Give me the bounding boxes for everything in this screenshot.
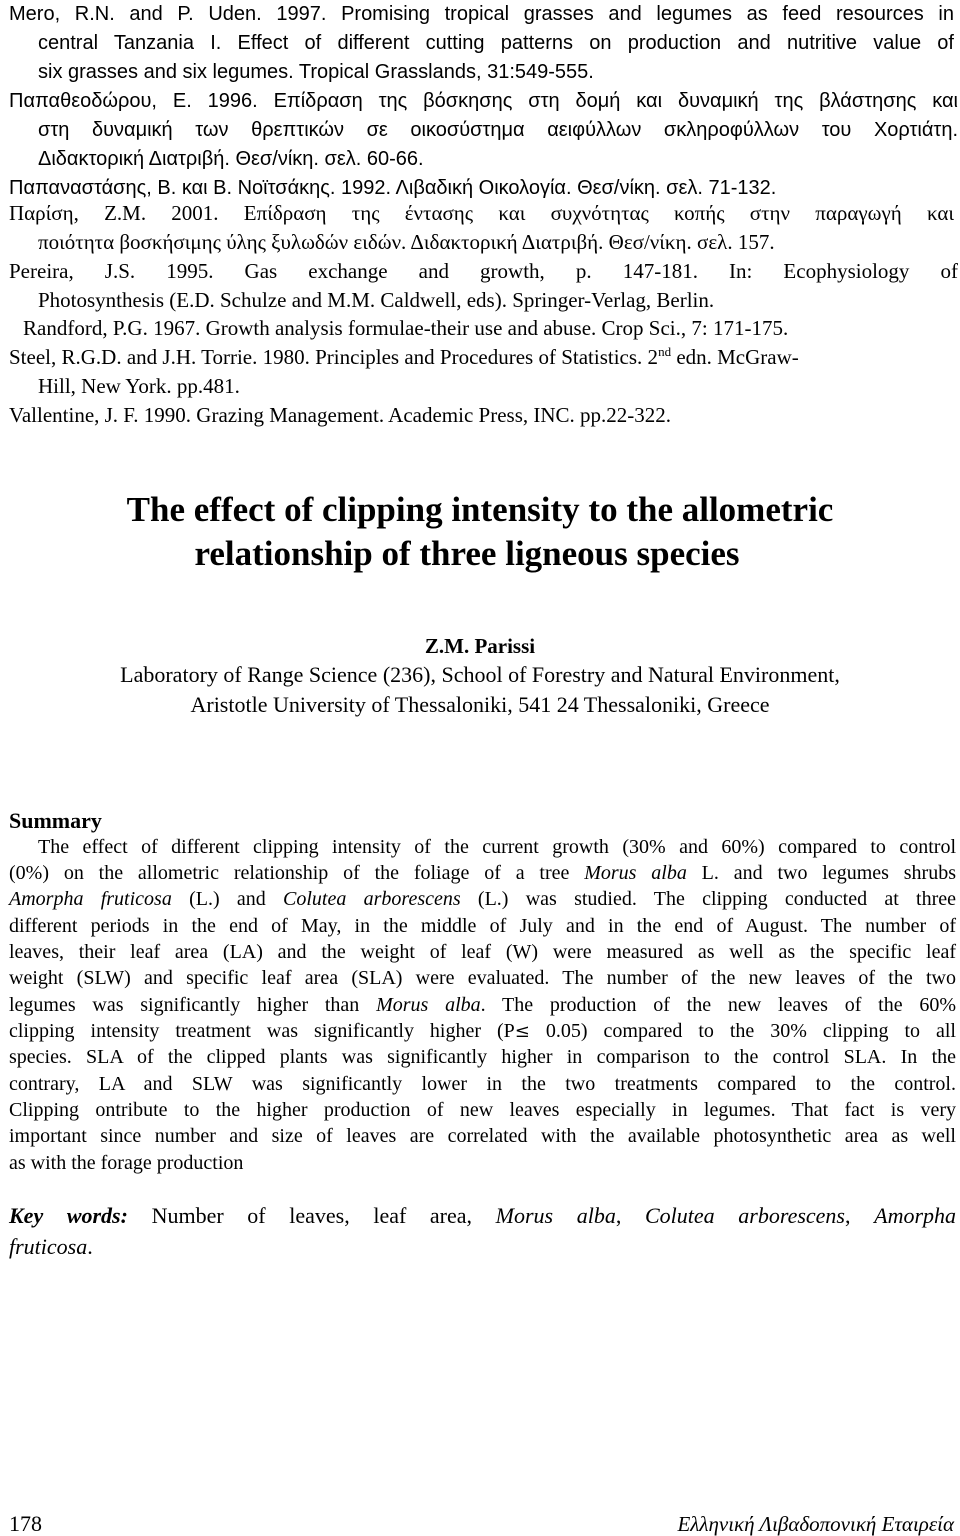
keyword-species: Colutea arborescens [644, 1203, 845, 1228]
reference-text: Steel, R.G.D. and J.H. Torrie. 1980. Principles and Procedures of Statistics. 2 [9, 345, 659, 369]
reference-line: ποιότητα βοσκήσιμης ύλης ξυλωδών ειδών. Διδακτορική Διατριβή. Θεσ/νίκη. σελ. 157. [38, 230, 775, 254]
keyword-species: fruticosa [9, 1234, 88, 1259]
summary-line: species. SLA of the clipped plants was significantly higher in comparison to the control SLA. In the [9, 1046, 956, 1068]
summary-heading: Summary [9, 808, 102, 833]
reference-line: Randford, P.G. 1967. Growth analysis formulae-their use and abuse. Crop Sci., 7: 171-175. [23, 316, 789, 340]
leq-symbol: ≤ [514, 1021, 530, 1042]
reference-line: Παπαθεοδώρου, Ε. 1996. Επίδραση της βόσκησης στη δομή και δυναμική της βλάστησης και [9, 90, 958, 112]
reference-text: edn. McGraw- [671, 345, 799, 369]
keywords-label: Key words: [9, 1203, 128, 1228]
reference-line: six grasses and six legumes. Tropical Grasslands, 31:549-555. [38, 61, 594, 83]
summary-line [9, 859, 956, 888]
species-name: Colutea arborescens [283, 888, 461, 910]
summary-text: clipping intensity treatment was significantly higher (P [9, 1020, 515, 1042]
summary-text: . The production of the new leaves of the 60% [480, 994, 956, 1016]
affiliation: Aristotle University of Thessaloniki, 541 24 Thessaloniki, Greece [190, 692, 770, 717]
summary-line: as with the forage production [9, 1152, 244, 1174]
reference-line: Διδακτορική Διατριβή. Θεσ/νίκη. σελ. 60-66. [38, 148, 424, 170]
author-name: Z.M. Parissi [424, 634, 536, 658]
reference-line: Παρίση, Ζ.Μ. 2001. Επίδραση της έντασης και συχνότητας κοπής στην παραγωγή και [9, 201, 954, 225]
reference-line [9, 343, 799, 372]
summary-text: (L.) and [171, 888, 284, 910]
page-number: 178 [9, 1511, 42, 1536]
species-name: Morus alba [376, 994, 481, 1016]
reference-line: Pereira, J.S. 1995. Gas exchange and growth, p. 147-181. In: Ecophysiology of [9, 259, 958, 283]
reference-line: central Tanzania I. Effect of different cutting patterns on production and nutritive value of [38, 32, 954, 54]
keyword-species: Morus alba [495, 1203, 616, 1228]
summary-text: L. and two legumes shrubs [686, 862, 956, 884]
summary-line: important since number and size of leaves are correlated with the available photosynthetic area as well [9, 1125, 956, 1147]
summary-line [9, 1017, 956, 1046]
keywords-line [9, 1232, 93, 1261]
species-name: Amorpha fruticosa [9, 888, 172, 910]
summary-line [9, 991, 956, 1020]
keywords-text: , [845, 1203, 875, 1228]
keyword-species: Amorpha [874, 1203, 957, 1228]
summary-text: legumes was significantly higher than [9, 994, 377, 1016]
reference-line: Hill, New York. pp.481. [38, 374, 240, 398]
summary-line: weight (SLW) and specific leaf area (SLA) were evaluated. The number of the new leaves of the two [9, 967, 956, 989]
keywords-text: , [615, 1203, 645, 1228]
summary-line: The effect of different clipping intensity of the current growth (30% and 60%) compared to control [38, 836, 956, 858]
species-name: Morus alba [584, 862, 687, 884]
summary-line: leaves, their leaf area (LA) and the weight of leaf (W) were measured as well as the specific leaf [9, 941, 956, 963]
affiliation: Laboratory of Range Science (236), School of Forestry and Natural Environment, [120, 662, 840, 687]
article-title: relationship of three ligneous species [194, 534, 740, 573]
society-name: Ελληνική Λιβαδοπονική Εταιρεία [677, 1512, 954, 1536]
summary-line: different periods in the end of May, in the middle of July and in the end of August. The number of [9, 915, 956, 937]
keywords-text: . [87, 1234, 93, 1259]
summary-text: 0.05) compared to the 30% clipping to all [529, 1020, 956, 1042]
keywords-text: Number of leaves, leaf area, [127, 1203, 496, 1228]
summary-text: (L.) was studied. The clipping conducted at three [460, 888, 957, 910]
summary-line [9, 885, 956, 914]
reference-line: Mero, R.N. and P. Uden. 1997. Promising tropical grasses and legumes as feed resources in [9, 3, 954, 25]
article-title: The effect of clipping intensity to the allometric [126, 490, 834, 529]
reference-line: Photosynthesis (E.D. Schulze and M.M. Caldwell, eds). Springer-Verlag, Berlin. [38, 288, 715, 312]
summary-line: Clipping ontribute to the higher production of new leaves especially in legumes. That fact is very [9, 1099, 956, 1121]
reference-line: Παπαναστάσης, Β. και Β. Νοϊτσάκης. 1992. Λιβαδική Οικολογία. Θεσ/νίκη. σελ. 71-132. [9, 177, 777, 199]
reference-line: Vallentine, J. F. 1990. Grazing Management. Academic Press, INC. pp.22-322. [9, 403, 672, 427]
reference-line: στη δυναμική των θρεπτικών σε οικοσύστημα αειφύλλων σκληροφύλλων του Χορτιάτη. [38, 119, 958, 141]
keywords-line [9, 1201, 956, 1230]
summary-line: contrary, LA and SLW was significantly lower in the two treatments compared to the control. [9, 1073, 956, 1095]
superscript: nd [658, 344, 672, 359]
summary-text: (0%) on the allometric relationship of the foliage of a tree [9, 862, 585, 884]
